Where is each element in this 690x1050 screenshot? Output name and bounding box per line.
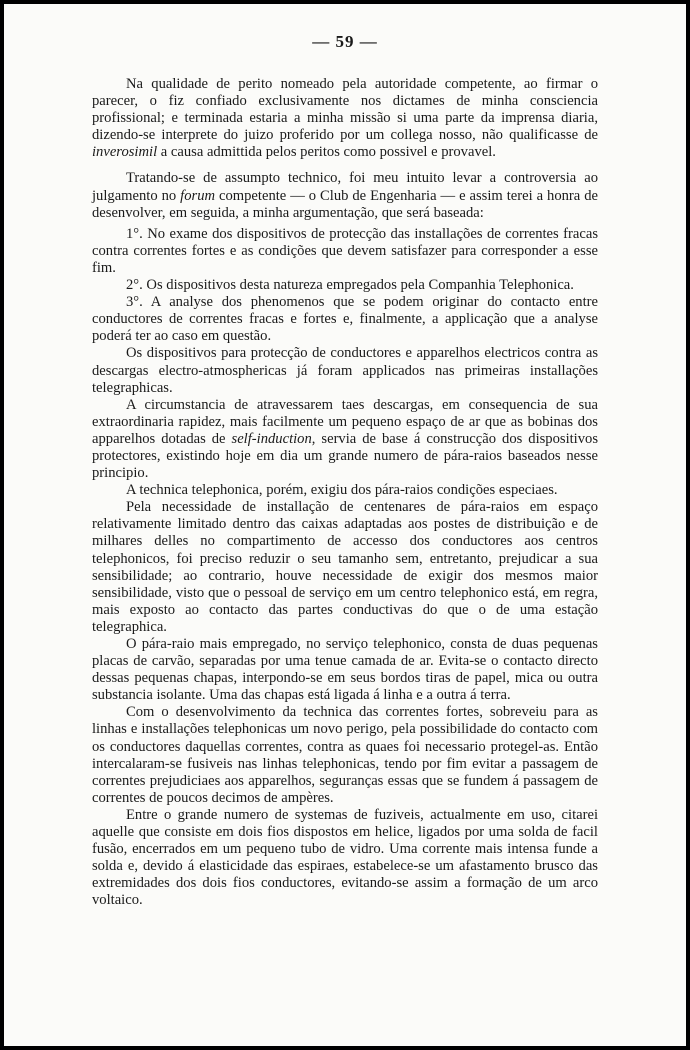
paragraph-perito: Na qualidade de perito nomeado pela autoridade competente, ao firmar o parecer, o fiz confiado exclusivamente nos dictames de minha consciencia profissional; e terminada estaria a minha missão si uma parte da imprensa diaria, dizendo-se interprete do juizo proferido por um collega nosso, não qualificasse de inverosimil a causa admittida pelos peritos como possivel e provavel. bbox=[92, 76, 598, 161]
paragraph-assumpto: Tratando-se de assumpto technico, foi meu intuito levar a controversia ao julgamento no forum competente — o Club de Engenharia — e assim terei a honra de desenvolver, em seguida, a minha argumentação, que será baseada: bbox=[92, 170, 598, 221]
document-page bbox=[4, 4, 686, 1046]
paragraph-item-1: 1°. No exame dos dispositivos de protecção das installações de correntes fracas contra correntes fortes e as condições que devem satisfazer para corresponder a esse fim. bbox=[92, 225, 598, 276]
paragraph-fuziveis: Entre o grande numero de systemas de fuziveis, actualmente em uso, citarei aquelle que consiste em dois fios dispostos em helice, ligados por uma solda de facil fusão, encerrados em um pequeno tubo de vidro. Uma corrente mais intensa funde a solda e, devido á elasticidade das espiraes, estabelece-se um afastamento brusco das extremidades dos dois fios conductores, evitando-se assim a formação de um arco voltaico. bbox=[92, 806, 598, 909]
paragraph-technica: A technica telephonica, porém, exigiu dos pára-raios condições especiaes. bbox=[126, 482, 558, 499]
paragraph-item-2: 2°. Os dispositivos desta natureza empregados pela Companhia Telephonica. bbox=[126, 277, 574, 294]
page-number: — 59 — bbox=[312, 32, 378, 51]
paragraph-dispositivos: Os dispositivos para protecção de conductores e apparelhos electricos contra as descargas electro-atmosphericas já foram applicados nas primeiras installações telegraphicas. bbox=[92, 345, 598, 396]
text-body bbox=[92, 76, 598, 910]
paragraph-circumstancia: A circumstancia de atravessarem taes descargas, em consequencia de sua extraordinaria rapidez, mais facilmente um pequeno espaço de ar que as bobinas dos apparelhos dotadas de self-induction, servia de base á construcção dos dispositivos protectores, existindo hoje em dia um grande numero de pára-raios baseados nesse principio. bbox=[92, 396, 599, 482]
paragraph-para-raio: O pára-raio mais empregado, no serviço telephonico, consta de duas pequenas placas de carvão, separadas por uma tenue camada de ar. Evita-se o contacto directo dessas pequenas chapas, interpondo-se em seus bordos tiras de papel, mica ou outra substancia isolante. Uma das chapas está ligada á linha e a outra á terra. bbox=[92, 636, 598, 704]
paragraph-item-3: 3°. A analyse dos phenomenos que se podem originar do contacto entre conductores de correntes fracas e fortes e, finalmente, a applicação que a analyse poderá ter ao caso em questão. bbox=[92, 294, 598, 345]
paragraph-installacao: Pela necessidade de installação de centenares de pára-raios em espaço relativamente limitado dentro das caixas adaptadas aos postes de distribuição e de milhares delles no compartimento de accesso dos conductores aos centros telephonicos, foi preciso reduzir o seu tamanho sem, entretanto, prejudicar a sua sensibilidade; ao contrario, houve necessidade de exigir dos mesmos maior sensibilidade, visto que o pessoal de serviço em um centro telephonico está, em regra, mais exposto ao contacto das partes conductivas do que o de uma estação telegraphica. bbox=[92, 499, 598, 635]
paragraph-correntes-fortes: Com o desenvolvimento da technica das correntes fortes, sobreveiu para as linhas e installações telephonicas um novo perigo, pela possibilidade do contacto com os conductores daquellas correntes, contra as quaes foi necessario protegel-as. Então intercalaram-se fusiveis nas linhas telephonicas, tendo por fim evitar a passagem de correntes prejudiciaes aos apparelhos, seguranças essas que se fundem á passagem de correntes de poucos decimos de ampères. bbox=[92, 704, 598, 806]
